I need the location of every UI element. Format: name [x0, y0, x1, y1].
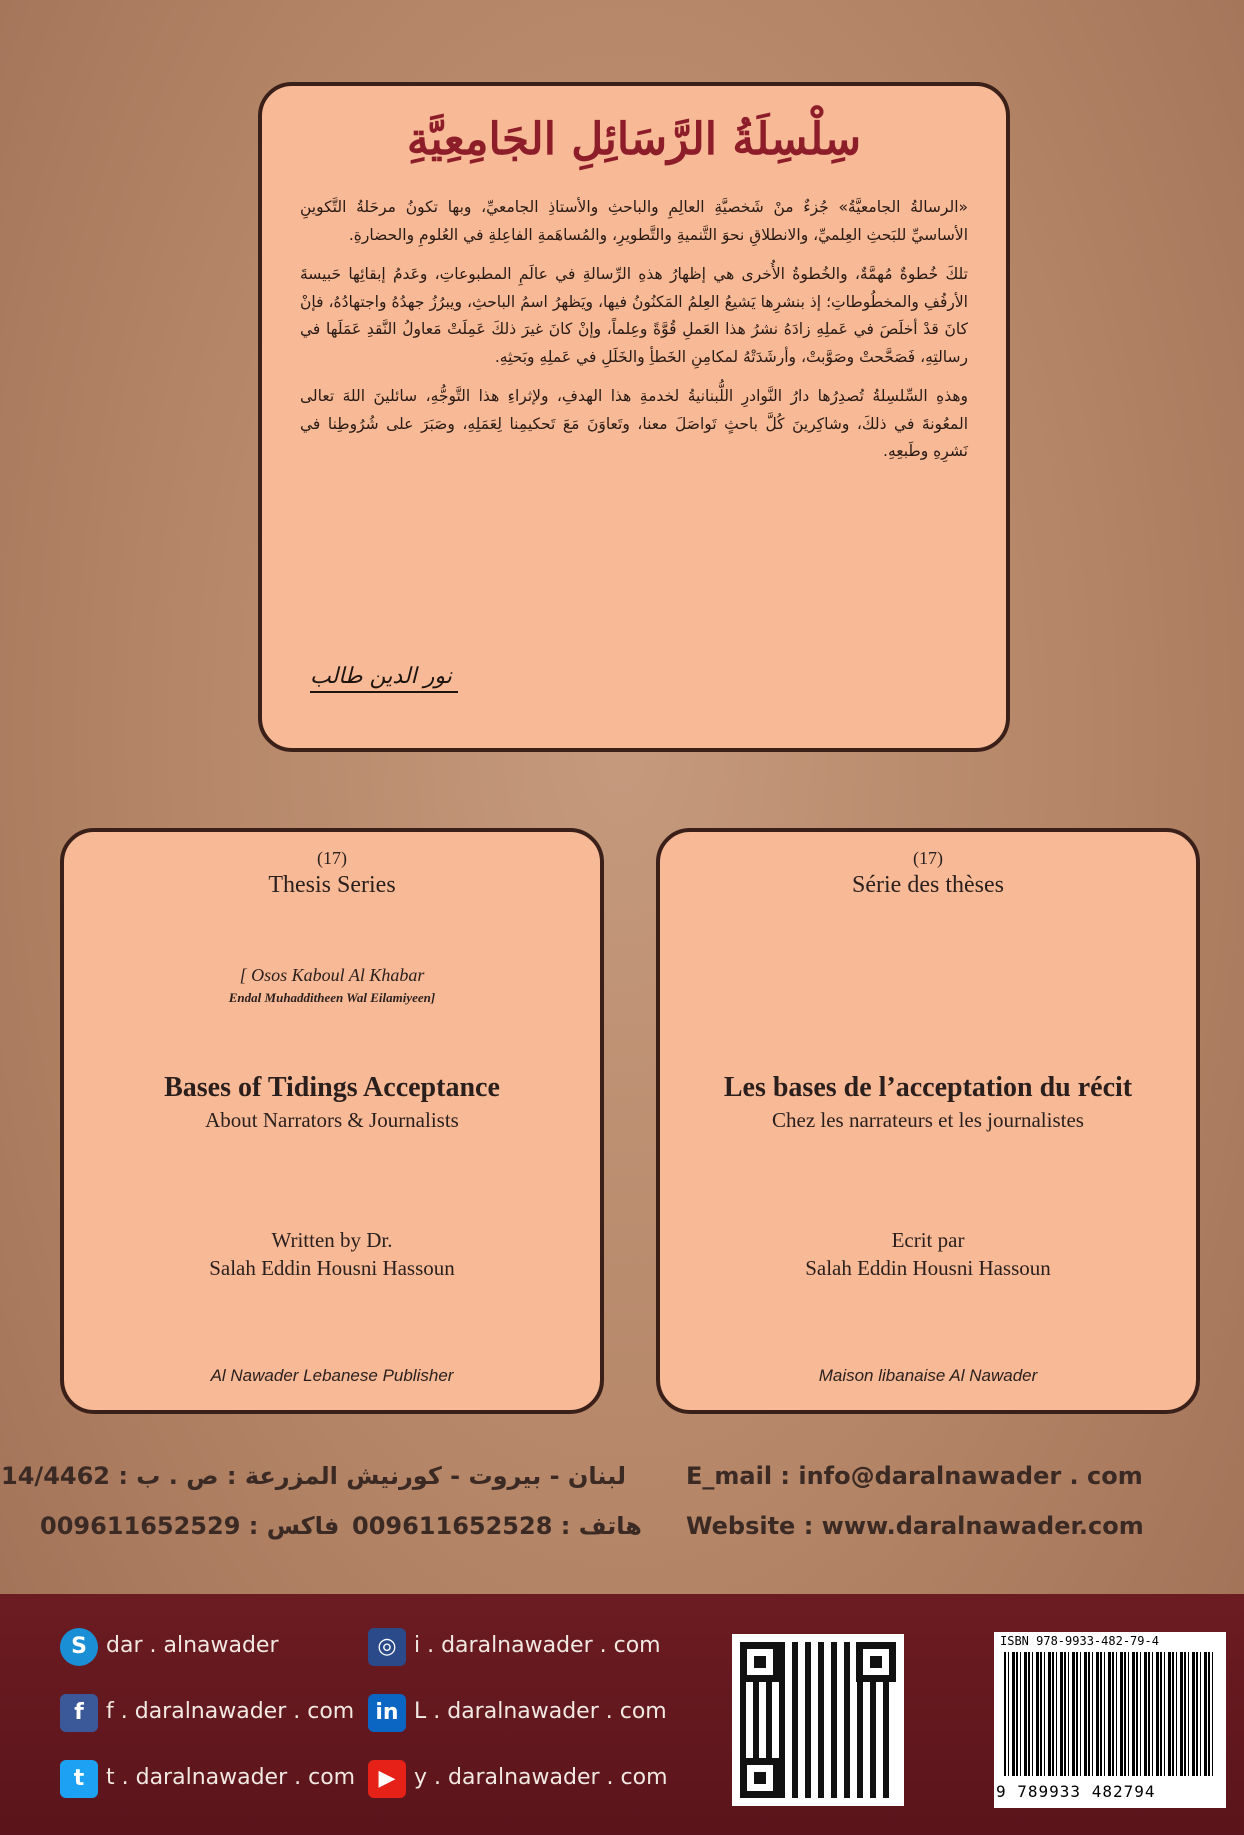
intro-paragraph: تلكَ خُطوةٌ مُهمَّةٌ، والخُطوةُ الأُخرى هي إظهارُ هذهِ الرِّسالةِ في عالَمِ المطبوعاتِ، وعَدمُ إبقائِها حَبيسةَ الأرفُفِ والمخطُوطاتِ؛ إذ بنشرِها يَشيعُ العِلمُ المَكنُونُ فيها، ويَظهرُ اسمُ الباحثِ، ويبرُزُ جهدُهُ واجتهادُهُ، فإنْ كانَ قدْ أخلَصَ في عَملِهِ زادَهُ نشرُ هذا العَملِ قُوَّةً وعِلماً، وإنْ كانَ غيرَ ذلكَ عَمِلَتْ مَعاولُ النَّقدِ عَمَلَها في رسالتِهِ، فَصَحَّحتْ وصَوَّبتْ، وأرشَدَتْهُ لمكامِنِ الخَطأِ والخَلَلِ في عَملِهِ وبَحثِهِ.	[300, 265, 968, 366]
series-intro-text	[300, 194, 968, 478]
qr-code[interactable]	[732, 1634, 904, 1806]
fax-number: فاكس : 009611652529	[40, 1512, 340, 1540]
author-name: Salah Eddin Housni Hassoun	[805, 1256, 1051, 1280]
original-title-line1: [ Osos Kaboul Al Khabar	[239, 965, 425, 985]
book-subtitle: About Narrators & Journalists	[205, 1108, 459, 1132]
youtube-icon: ▶	[368, 1760, 406, 1798]
intro-paragraph: «الرسالةُ الجامعيَّةُ» جُزءٌ منْ شَخصيَّةِ العالِمِ والباحثِ والأستاذِ الجامعيِّ، وبها تكونُ مرحَلةُ التَّكوينِ الأساسيِّ للبَحثِ العِلميِّ، والانطلاقِ نحوَ التَّنميةِ والتَّطويرِ، والمُساهَمةِ الفاعِلةِ في العُلومِ والحضارةِ.	[300, 198, 968, 244]
email-contact[interactable]: E_mail : info@daralnawader . com	[686, 1462, 1143, 1490]
twitter-icon: t	[60, 1760, 98, 1798]
website-link[interactable]: Website : www.daralnawader.com	[686, 1512, 1144, 1540]
book-title: Bases of Tidings Acceptance	[164, 1072, 500, 1103]
twitter-handle: t . daralnawader . com	[106, 1765, 356, 1790]
original-title-line2: Endal Muhadditheen Wal Eilamiyeen]	[228, 990, 436, 1005]
isbn-barcode	[994, 1632, 1226, 1808]
skype-icon: S	[60, 1628, 98, 1666]
series-intro-panel	[258, 82, 1010, 752]
publisher-name: Maison libanaise Al Nawader	[818, 1366, 1038, 1385]
author-name: Salah Eddin Housni Hassoun	[209, 1256, 455, 1280]
written-by-label: Written by Dr.	[271, 1228, 393, 1252]
postal-address: لبنان - بيروت - كورنيش المزرعة : ص . ب : 14/4462	[1, 1462, 626, 1490]
book-subtitle: Chez les narrateurs et les journalistes	[772, 1108, 1084, 1132]
series-number: (17)	[913, 848, 943, 868]
publisher-name: Al Nawader Lebanese Publisher	[210, 1366, 454, 1385]
skype-handle: dar . alnawader	[106, 1633, 279, 1658]
facebook-handle: f . daralnawader . com	[106, 1699, 355, 1724]
phone-number: هاتف : 009611652528	[352, 1512, 642, 1540]
isbn-digits: 9 789933 482794	[996, 1782, 1156, 1801]
footer-bar	[0, 1594, 1244, 1835]
intro-paragraph: وهذهِ السِّلسِلةُ تُصدِرُها دارُ النَّوادرِ اللُّبنانيةُ لخدمةِ هذا الهدفِ، ولإثراءِ هذا التَّوجُّهِ، سائلينَ اللهَ تعالى المعُونةَ في ذلكَ، وشاكِرينَ كُلَّ باحثٍ تَواصَلَ معنا، وتَعاوَنَ مَعَ تَحكيمِنا لِعَمَلِهِ، وصَبَرَ على شُرُوطِنا في نَشرِهِ وطَبعِهِ.	[300, 387, 968, 460]
series-number: (17)	[317, 848, 347, 868]
written-by-label: Ecrit par	[891, 1228, 965, 1252]
isbn-label: ISBN 978-9933-482-79-4	[1000, 1634, 1159, 1648]
series-title-arabic: سِلْسِلَةُ الرَّسَائِلِ الجَامِعِيَّةِ	[406, 114, 862, 165]
book-title: Les bases de l’acceptation du récit	[723, 1072, 1133, 1103]
linkedin-icon: in	[368, 1694, 406, 1732]
editor-signature: نور الدين طالب	[310, 664, 458, 693]
instagram-handle: i . daralnawader . com	[414, 1633, 661, 1658]
facebook-icon: f	[60, 1694, 98, 1732]
youtube-handle: y . daralnawader . com	[414, 1765, 668, 1790]
series-name: Série des thèses	[852, 872, 1004, 898]
barcode-bars	[1004, 1652, 1216, 1776]
instagram-icon: ◎	[368, 1628, 406, 1666]
series-name: Thesis Series	[268, 872, 396, 898]
linkedin-handle: L . daralnawader . com	[414, 1699, 667, 1724]
french-title-card	[656, 828, 1200, 1414]
english-title-card	[60, 828, 604, 1414]
